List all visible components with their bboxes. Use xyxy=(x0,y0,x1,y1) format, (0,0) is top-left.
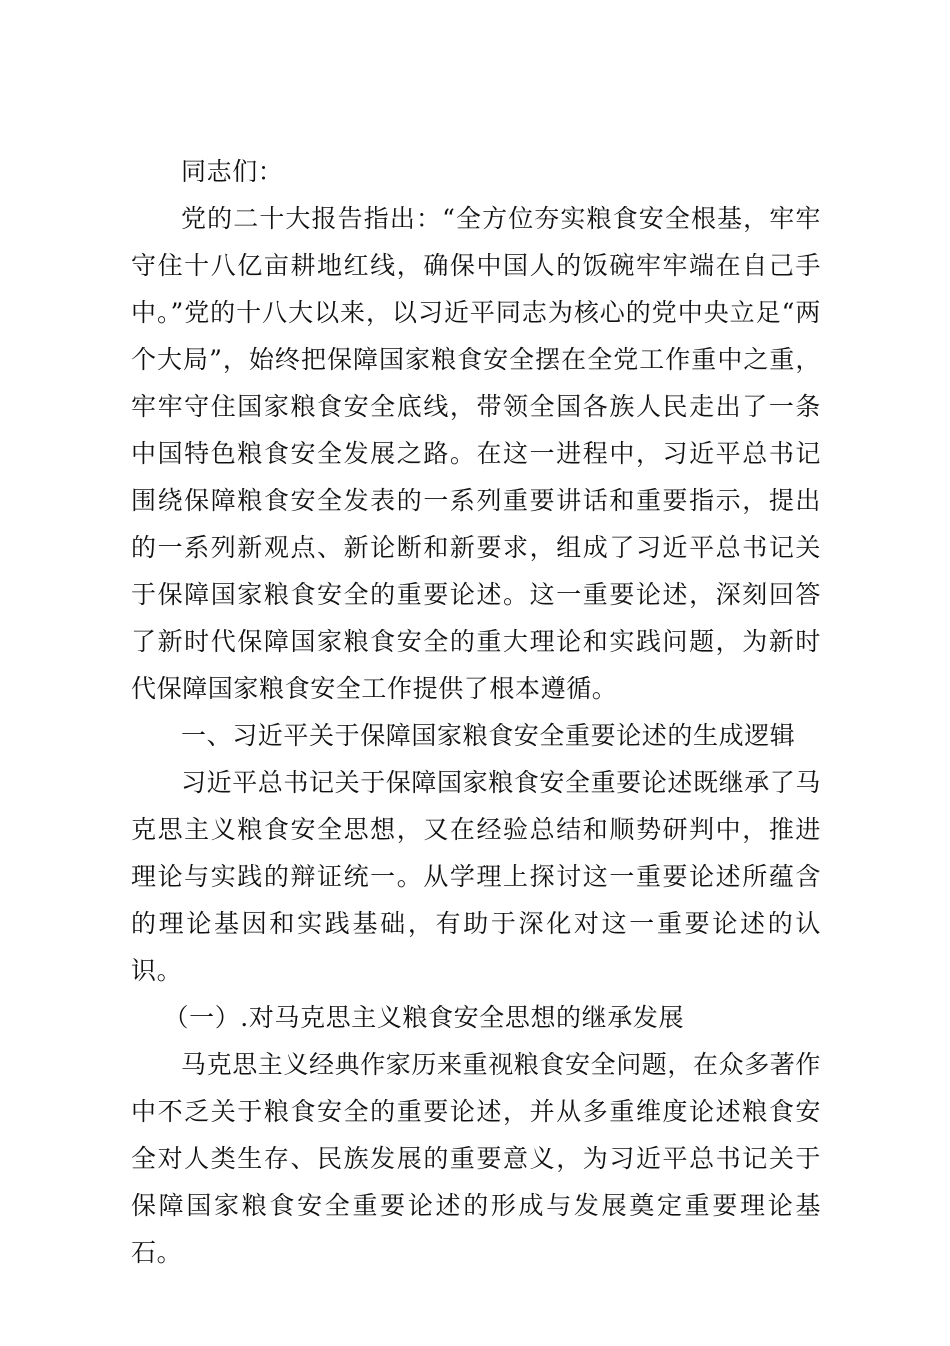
subsection-heading-1: （一）.对马克思主义粮食安全思想的继承发展 xyxy=(163,1003,685,1032)
section-1-paragraph: 习近平总书记关于保障国家粮食安全重要论述既继承了马克思主义粮食安全思想，又在经验总结和顺势研判中，推进理论与实践的辩证统一。从学理上探讨这一重要论述所蕴含的理论基因和实践基础，有助于深化对这一重要论述的认识。 xyxy=(131,768,822,985)
intro-paragraph: 党的二十大报告指出：“全方位夯实粮食安全根基，牢牢守住十八亿亩耕地红线，确保中国人的饭碗牢牢端在自己手中。”党的十八大以来，以习近平同志为核心的党中央立足“两个大局”，始终把保障国家粮食安全摆在全党工作重中之重，牢牢守住国家粮食安全底线，带领全国各族人民走出了一条中国特色粮食安全发展之路。在这一进程中，习近平总书记围绕保障粮食安全发表的一系列重要讲话和重要指示，提出的一系列新观点、新论断和新要求，组成了习近平总书记关于保障国家粮食安全的重要论述。这一重要论述，深刻回答了新时代保障国家粮食安全的重大理论和实践问题，为新时代保障国家粮食安全工作提供了根本遵循。 xyxy=(131,204,821,703)
subsection-1-paragraph: 马克思主义经典作家历来重视粮食安全问题，在众多著作中不乏关于粮食安全的重要论述，并从多重维度论述粮食安全对人类生存、民族发展的重要意义，为习近平总书记关于保障国家粮食安全重要论述的形成与发展奠定重要理论基石。 xyxy=(131,1050,822,1267)
section-heading-1: 一、习近平关于保障国家粮食安全重要论述的生成逻辑 xyxy=(181,721,796,750)
document-body xyxy=(131,148,821,1276)
greeting-line: 同志们： xyxy=(181,157,284,186)
